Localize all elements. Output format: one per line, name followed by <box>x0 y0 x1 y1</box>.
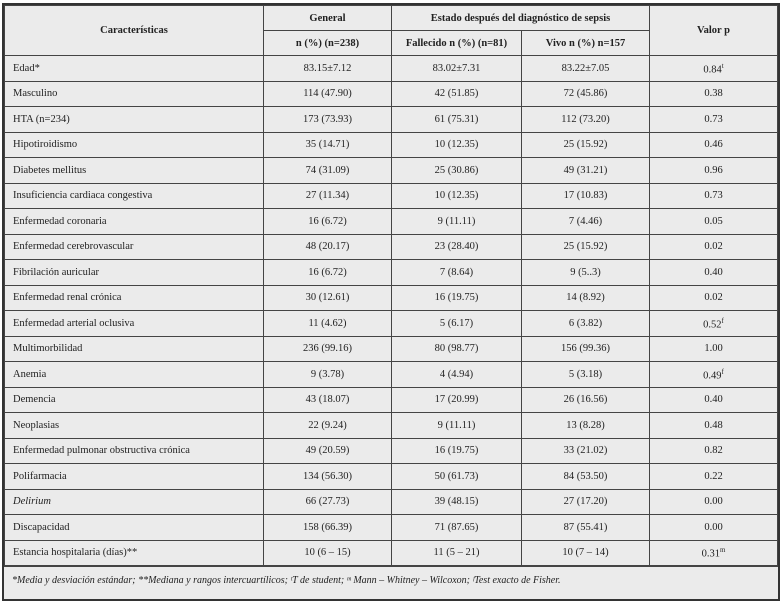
cell-pvalue: 0.84$^t$ <box>650 56 778 82</box>
header-general: General <box>264 6 392 31</box>
pvalue-test-marker: t <box>721 61 724 70</box>
cell-general: 236 (99.16) <box>264 336 392 362</box>
row-label: Neoplasias <box>5 413 264 439</box>
cell-alive: 156 (99.36) <box>522 336 650 362</box>
cell-deceased: 9 (11.11) <box>392 209 522 235</box>
cell-pvalue: 1.00 <box>650 336 778 362</box>
table-row <box>5 413 778 439</box>
cell-pvalue: 0.52$^f$ <box>650 311 778 337</box>
header-general-n: n (%) (n=238) <box>264 31 392 56</box>
cell-general: 114 (47.90) <box>264 81 392 107</box>
row-label: Diabetes mellitus <box>5 158 264 184</box>
cell-pvalue: 0.38 <box>650 81 778 107</box>
cell-alive: 13 (8.28) <box>522 413 650 439</box>
cell-general: 173 (73.93) <box>264 107 392 133</box>
cell-deceased: 10 (12.35) <box>392 132 522 158</box>
cell-alive: 112 (73.20) <box>522 107 650 133</box>
row-label: Discapacidad <box>5 515 264 541</box>
row-label: Enfermedad arterial oclusiva <box>5 311 264 337</box>
cell-pvalue: 0.00 <box>650 489 778 515</box>
cell-pvalue: 0.40 <box>650 387 778 413</box>
table-row <box>5 132 778 158</box>
row-label: Enfermedad cerebrovascular <box>5 234 264 260</box>
cell-pvalue: 0.31$^m$ <box>650 540 778 566</box>
header-alive-n: Vivo n (%) n=157 <box>522 31 650 56</box>
table-row <box>5 362 778 388</box>
cell-deceased: 71 (87.65) <box>392 515 522 541</box>
row-label: HTA (n=234) <box>5 107 264 133</box>
pvalue-test-marker: m <box>719 546 726 554</box>
cell-pvalue: 0.05 <box>650 209 778 235</box>
row-label: Insuficiencia cardiaca congestiva <box>5 183 264 209</box>
cell-general: 10 (6 – 15) <box>264 540 392 566</box>
table-row <box>5 489 778 515</box>
cell-alive: 9 (5..3) <box>522 260 650 286</box>
cell-alive: 17 (10.83) <box>522 183 650 209</box>
cell-deceased: 23 (28.40) <box>392 234 522 260</box>
row-label: Fibrilación auricular <box>5 260 264 286</box>
cell-pvalue: 0.96 <box>650 158 778 184</box>
row-label: Enfermedad pulmonar obstructiva crónica <box>5 438 264 464</box>
cell-alive: 25 (15.92) <box>522 132 650 158</box>
footnote: *Media y desviación estándar; **Mediana y rangos intercuartílicos; ᵗT de student; ᵐ Mann – Whitney – Wilcoxon; ᶠTest exacto de Fisher. <box>4 566 778 599</box>
table-row <box>5 234 778 260</box>
cell-deceased: 80 (98.77) <box>392 336 522 362</box>
cell-deceased: 5 (6.17) <box>392 311 522 337</box>
table-row <box>5 260 778 286</box>
cell-pvalue: 0.46 <box>650 132 778 158</box>
cell-alive: 5 (3.18) <box>522 362 650 388</box>
cell-pvalue: 0.48 <box>650 413 778 439</box>
cell-general: 134 (56.30) <box>264 464 392 490</box>
pvalue-test-marker: f <box>721 316 724 325</box>
header-pvalue: Valor p <box>650 6 778 56</box>
row-label: Demencia <box>5 387 264 413</box>
cell-deceased: 42 (51.85) <box>392 81 522 107</box>
table-row <box>5 438 778 464</box>
table-row <box>5 387 778 413</box>
cell-alive: 6 (3.82) <box>522 311 650 337</box>
cell-pvalue: 0.02 <box>650 285 778 311</box>
cell-alive: 25 (15.92) <box>522 234 650 260</box>
table-row <box>5 183 778 209</box>
header-characteristics: Características <box>5 6 264 56</box>
table-row <box>5 107 778 133</box>
cell-deceased: 10 (12.35) <box>392 183 522 209</box>
row-label: Multimorbilidad <box>5 336 264 362</box>
cell-alive: 10 (7 – 14) <box>522 540 650 566</box>
cell-alive: 33 (21.02) <box>522 438 650 464</box>
cell-general: 158 (66.39) <box>264 515 392 541</box>
cell-general: 35 (14.71) <box>264 132 392 158</box>
cell-general: 11 (4.62) <box>264 311 392 337</box>
cell-deceased: 17 (20.99) <box>392 387 522 413</box>
cell-general: 9 (3.78) <box>264 362 392 388</box>
header-deceased-n: Fallecido n (%) (n=81) <box>392 31 522 56</box>
row-label: Enfermedad renal crónica <box>5 285 264 311</box>
cell-alive: 72 (45.86) <box>522 81 650 107</box>
cell-deceased: 9 (11.11) <box>392 413 522 439</box>
cell-pvalue: 0.00 <box>650 515 778 541</box>
cell-alive: 84 (53.50) <box>522 464 650 490</box>
row-label: Enfermedad coronaria <box>5 209 264 235</box>
cell-pvalue: 0.02 <box>650 234 778 260</box>
table-row <box>5 209 778 235</box>
cell-general: 66 (27.73) <box>264 489 392 515</box>
cell-alive: 27 (17.20) <box>522 489 650 515</box>
cell-alive: 49 (31.21) <box>522 158 650 184</box>
table-row <box>5 336 778 362</box>
cell-deceased: 83.02±7.31 <box>392 56 522 82</box>
cell-pvalue: 0.82 <box>650 438 778 464</box>
cell-deceased: 7 (8.64) <box>392 260 522 286</box>
cell-general: 16 (6.72) <box>264 209 392 235</box>
cell-general: 16 (6.72) <box>264 260 392 286</box>
cell-general: 49 (20.59) <box>264 438 392 464</box>
table-row <box>5 515 778 541</box>
cell-general: 74 (31.09) <box>264 158 392 184</box>
row-label: Masculino <box>5 81 264 107</box>
cell-alive: 14 (8.92) <box>522 285 650 311</box>
pvalue-test-marker: f <box>721 367 724 376</box>
cell-deceased: 16 (19.75) <box>392 438 522 464</box>
row-label: Estancia hospitalaria (días)** <box>5 540 264 566</box>
row-label: Delirium <box>5 489 264 515</box>
cell-deceased: 50 (61.73) <box>392 464 522 490</box>
cell-general: 30 (12.61) <box>264 285 392 311</box>
cell-pvalue: 0.73 <box>650 107 778 133</box>
cell-general: 48 (20.17) <box>264 234 392 260</box>
table-row <box>5 464 778 490</box>
cell-alive: 7 (4.46) <box>522 209 650 235</box>
cell-alive: 83.22±7.05 <box>522 56 650 82</box>
cell-deceased: 4 (4.94) <box>392 362 522 388</box>
header-status: Estado después del diagnóstico de sepsis <box>392 6 650 31</box>
cell-deceased: 61 (75.31) <box>392 107 522 133</box>
row-label: Anemia <box>5 362 264 388</box>
table-row <box>5 158 778 184</box>
cell-pvalue: 0.73 <box>650 183 778 209</box>
cell-pvalue: 0.49$^f$ <box>650 362 778 388</box>
cell-deceased: 25 (30.86) <box>392 158 522 184</box>
cell-deceased: 39 (48.15) <box>392 489 522 515</box>
cell-general: 27 (11.34) <box>264 183 392 209</box>
cell-pvalue: 0.40 <box>650 260 778 286</box>
table-row <box>5 81 778 107</box>
cell-deceased: 11 (5 – 21) <box>392 540 522 566</box>
row-label: Hipotiroidismo <box>5 132 264 158</box>
cell-general: 83.15±7.12 <box>264 56 392 82</box>
table-row <box>5 311 778 337</box>
cell-alive: 87 (55.41) <box>522 515 650 541</box>
cell-pvalue: 0.22 <box>650 464 778 490</box>
cell-alive: 26 (16.56) <box>522 387 650 413</box>
cell-general: 43 (18.07) <box>264 387 392 413</box>
characteristics-table <box>2 3 780 601</box>
table-row <box>5 56 778 82</box>
table-row <box>5 540 778 566</box>
cell-deceased: 16 (19.75) <box>392 285 522 311</box>
row-label: Polifarmacia <box>5 464 264 490</box>
cell-general: 22 (9.24) <box>264 413 392 439</box>
row-label: Edad* <box>5 56 264 82</box>
table-row <box>5 285 778 311</box>
